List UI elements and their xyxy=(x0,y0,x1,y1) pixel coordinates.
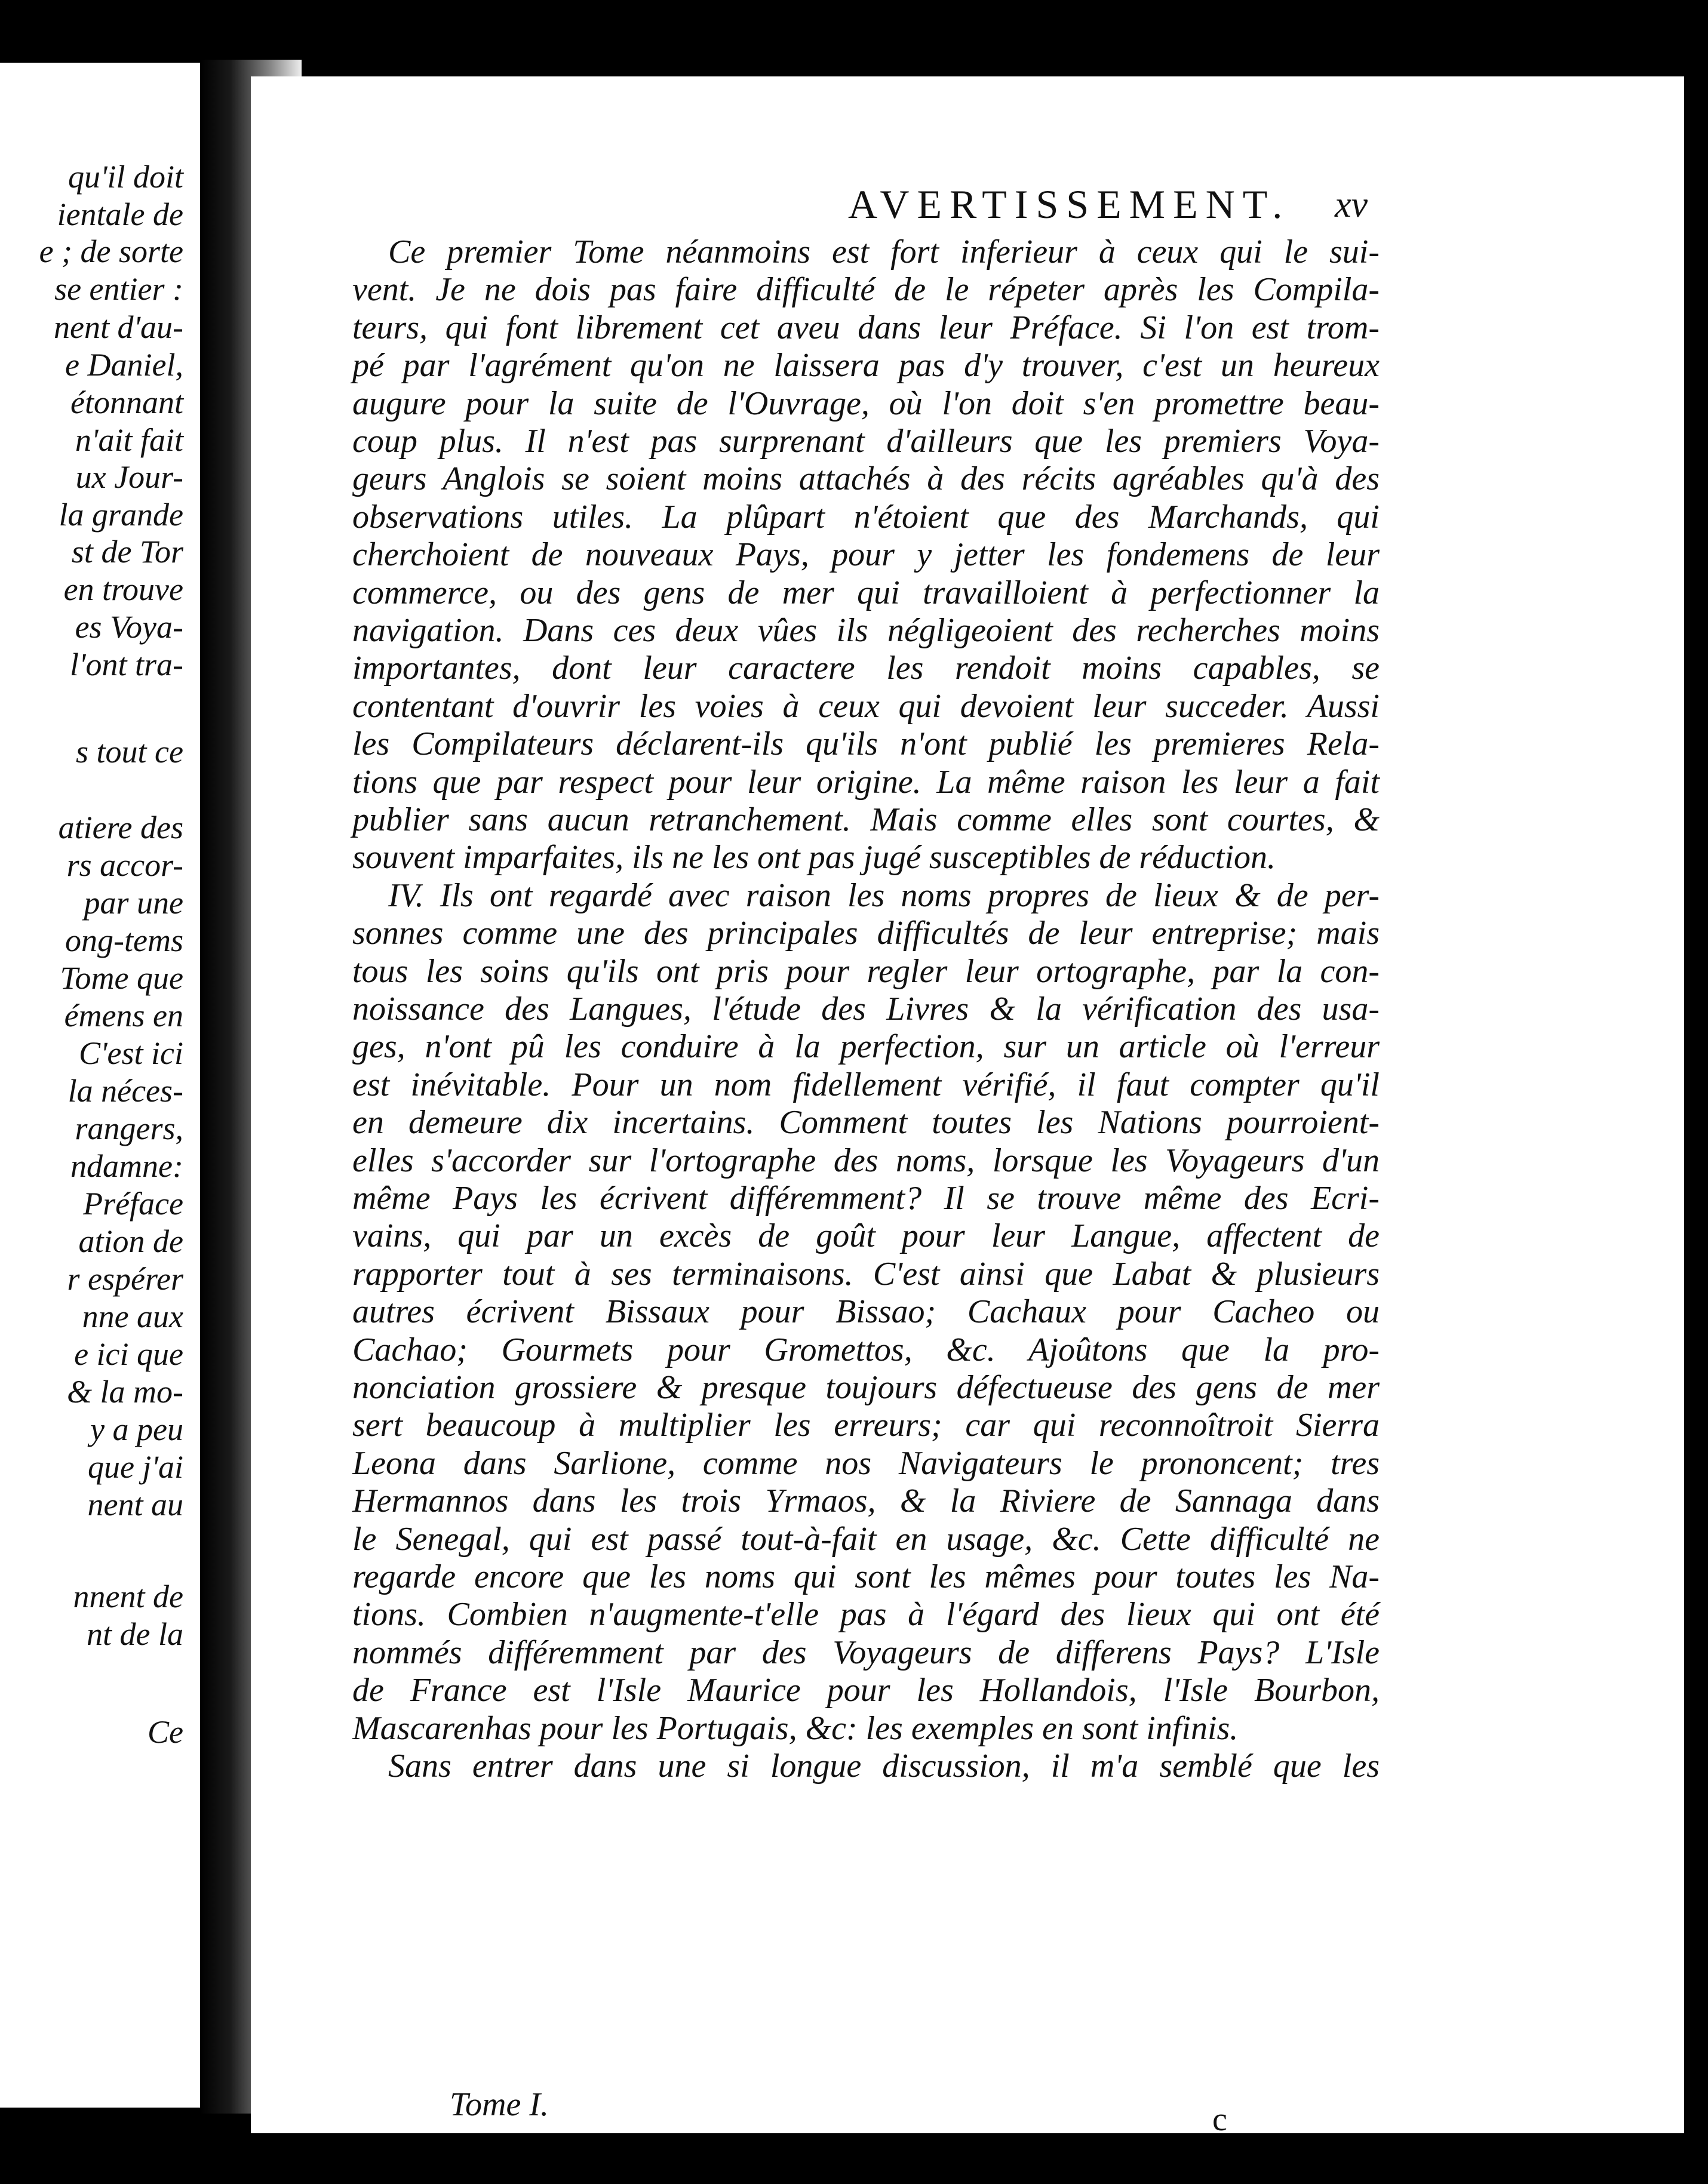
left-page-line: nent au xyxy=(87,1487,183,1522)
text-line: coup plus. Il n'est pas surprenant d'ailleurs que les premiers Voya- xyxy=(352,423,1380,460)
text-line: les Compilateurs déclarent-ils qu'ils n'ont publié les premieres Rela- xyxy=(352,725,1380,762)
left-page-line: Ce xyxy=(148,1714,183,1750)
text-line: vent. Je ne dois pas faire difficulté de le répeter après les Compila- xyxy=(352,271,1380,308)
left-page-line: en trouve xyxy=(63,571,183,607)
left-page-line: C'est ici xyxy=(78,1035,183,1071)
text-line: rapporter tout à ses terminaisons. C'est ainsi que Labat & plusieurs xyxy=(352,1256,1380,1293)
page-number: xv xyxy=(1335,184,1368,225)
text-line: importantes, dont leur caractere les rendoit moins capables, se xyxy=(352,650,1380,687)
text-line: tions. Combien n'augmente-t'elle pas à l'égard des lieux qui ont été xyxy=(352,1596,1380,1633)
text-line: est inévitable. Pour un nom fidellement vérifié, il faut compter qu'il xyxy=(352,1066,1380,1103)
text-line: Leona dans Sarlione, comme nos Navigateurs le prononcent; tres xyxy=(352,1445,1380,1482)
left-page-line: st de Tor xyxy=(71,534,183,570)
left-page-line: es Voya- xyxy=(75,609,183,645)
page-header xyxy=(251,181,1684,229)
text-line: souvent imparfaites, ils ne les ont pas jugé susceptibles de réduction. xyxy=(352,839,1276,876)
left-page-line: ux Jour- xyxy=(75,459,183,495)
left-page-line: ientale de xyxy=(57,196,183,232)
left-page-line: ong-tems xyxy=(65,922,183,958)
running-title: AVERTISSEMENT. xyxy=(848,182,1291,227)
text-line: sert beaucoup à multiplier les erreurs; car qui reconnoîtroit Sierra xyxy=(352,1407,1380,1444)
text-line: nommés différemment par des Voyageurs de differens Pays? L'Isle xyxy=(352,1634,1380,1671)
text-line: teurs, qui font librement cet aveu dans leur Préface. Si l'on est trom- xyxy=(352,309,1380,346)
text-line: navigation. Dans ces deux vûes ils négligeoient des recherches moins xyxy=(352,612,1380,649)
text-line: noissance des Langues, l'étude des Livres & la vérification des usa- xyxy=(352,991,1380,1028)
left-page-line: se entier : xyxy=(54,271,183,307)
text-line: regarde encore que les noms qui sont les mêmes pour toutes les Na- xyxy=(352,1558,1380,1595)
left-page-line: par une xyxy=(84,885,183,921)
left-page-line: e ; de sorte xyxy=(39,233,183,269)
left-page-line: qu'il doit xyxy=(67,159,183,195)
text-line: augure pour la suite de l'Ouvrage, où l'on doit s'en promettre beau- xyxy=(352,385,1380,422)
text-line: Sans entrer dans une si longue discussion, il m'a semblé que les xyxy=(388,1748,1380,1785)
text-line: pé par l'agrément qu'on ne laissera pas d'y trouver, c'est un heureux xyxy=(352,347,1380,384)
text-line: commerce, ou des gens de mer qui travailloient à perfectionner la xyxy=(352,574,1380,611)
text-line: autres écrivent Bissaux pour Bissao; Cachaux pour Cacheo ou xyxy=(352,1293,1380,1330)
left-page-line: n'ait fait xyxy=(75,422,183,458)
left-page-line: l'ont tra- xyxy=(69,647,183,682)
left-page-line: y a peu xyxy=(90,1411,183,1447)
text-line: de France est l'Isle Maurice pour les Hollandois, l'Isle Bourbon, xyxy=(352,1672,1380,1709)
left-page-line: e Daniel, xyxy=(65,347,183,383)
left-page-line: nent d'au- xyxy=(53,309,183,345)
text-line: en demeure dix incertains. Comment toutes les Nations pourroient- xyxy=(352,1104,1380,1141)
left-page-line: étonnant xyxy=(70,384,183,420)
text-line: tions que par respect pour leur origine. La même raison les leur a fait xyxy=(352,764,1380,801)
left-page-line: Tome que xyxy=(60,960,183,996)
left-page-line: r espérer xyxy=(67,1261,183,1297)
left-page-line: ation de xyxy=(78,1223,183,1259)
text-line: geurs Anglois se soient moins attachés à des récits agréables qu'à des xyxy=(352,460,1380,497)
text-line: vains, qui par un excès de goût pour leur Langue, affectent de xyxy=(352,1217,1380,1254)
text-line: Cachao; Gourmets pour Gromettos, &c. Ajoûtons que la pro- xyxy=(352,1331,1380,1368)
text-line: contentant d'ouvrir les voies à ceux qui devoient leur succeder. Aussi xyxy=(352,688,1380,725)
text-line: Mascarenhas pour les Portugais, &c: les exemples en sont infinis. xyxy=(352,1710,1239,1747)
left-page-line: Préface xyxy=(83,1186,183,1222)
left-page-line: la néces- xyxy=(67,1073,183,1109)
gathering-mark: c xyxy=(1212,2101,1227,2138)
left-page-line: nnent de xyxy=(73,1579,183,1614)
text-line: elles s'accorder sur l'ortographe des noms, lorsque les Voyageurs d'un xyxy=(352,1142,1380,1179)
left-page-line: s tout ce xyxy=(76,734,183,770)
left-page-line: ndamne: xyxy=(70,1148,183,1184)
text-line: cherchoient de nouveaux Pays, pour y jetter les fondemens de leur xyxy=(352,536,1380,573)
text-line: observations utiles. La plûpart n'étoient que des Marchands, qui xyxy=(352,499,1380,536)
left-page-line: émens en xyxy=(64,998,183,1033)
volume-signature: Tome I. xyxy=(450,2086,549,2123)
text-line: même Pays les écrivent différemment? Il se trouve même des Ecri- xyxy=(352,1180,1380,1217)
text-line: le Senegal, qui est passé tout-à-fait en usage, &c. Cette difficulté ne xyxy=(352,1521,1380,1558)
text-line: nonciation grossiere & presque toujours défectueuse des gens de mer xyxy=(352,1369,1380,1406)
left-page-line: que j'ai xyxy=(87,1449,183,1485)
text-line: sonnes comme une des principales difficultés de leur entreprise; mais xyxy=(352,915,1380,952)
left-page-line: rs accor- xyxy=(66,847,183,883)
right-page xyxy=(251,76,1684,2138)
text-line: tous les soins qu'ils ont pris pour regler leur ortographe, par la con- xyxy=(352,953,1380,990)
left-page-fragment xyxy=(0,63,200,2108)
left-page-line: rangers, xyxy=(75,1111,183,1146)
text-line: Ce premier Tome néanmoins est fort inferieur à ceux qui le sui- xyxy=(388,233,1380,270)
left-page-line: nne aux xyxy=(82,1299,183,1334)
text-line: publier sans aucun retranchement. Mais comme elles sont courtes, & xyxy=(352,801,1380,838)
text-line: IV. Ils ont regardé avec raison les noms propres de lieux & de per- xyxy=(388,877,1380,914)
left-page-line: la grande xyxy=(59,497,183,533)
text-line: ges, n'ont pû les conduire à la perfection, sur un article où l'erreur xyxy=(352,1028,1380,1065)
left-page-line: nt de la xyxy=(87,1616,183,1652)
left-page-line: & la mo- xyxy=(67,1374,183,1410)
left-page-line: e ici que xyxy=(74,1336,183,1372)
left-page-line: atiere des xyxy=(58,810,183,845)
text-line: Hermannos dans les trois Yrmaos, & la Riviere de Sannaga dans xyxy=(352,1482,1380,1519)
